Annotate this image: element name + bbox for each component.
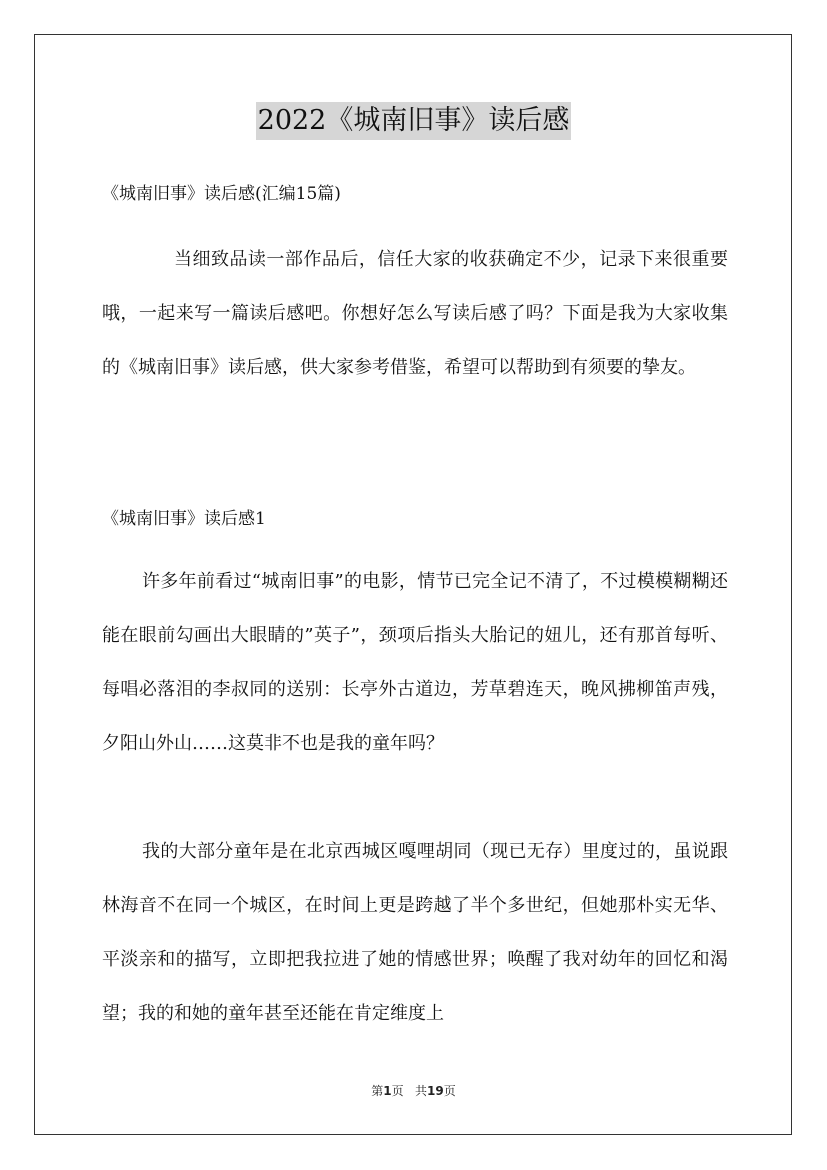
page-footer (0, 1082, 827, 1099)
section-heading: 《城南旧事》读后感1 (102, 509, 266, 529)
document-title: 2022《城南旧事》读后感 (256, 102, 572, 140)
footer-page-mid: 页 共 (391, 1084, 428, 1098)
intro-paragraph: 当细致品读一部作品后，信任大家的收获确定不少，记录下来很重要哦，一起来写一篇读后感吧。你想好怎么写读后感了吗？下面是我为大家收集的《城南旧事》读后感，供大家参考借鉴，希望可以帮助到有须要的挚友。 (102, 249, 728, 378)
document-subtitle: 《城南旧事》读后感(汇编15篇) (102, 184, 341, 204)
title-container (0, 102, 827, 140)
footer-total-pages: 19 (427, 1084, 444, 1098)
footer-page-prefix: 第 (371, 1084, 384, 1098)
footer-page-suffix: 页 (443, 1084, 456, 1098)
body-paragraph: 许多年前看过“城南旧事”的电影，情节已完全记不清了，不过模模糊糊还能在眼前勾画出大眼睛的”英子”，颈项后指头大胎记的妞儿，还有那首每听、每唱必落泪的李叔同的送别：长亭外古道边，芳草碧连天，晚风拂柳笛声残，夕阳山外山……这莫非不也是我的童年吗？ (102, 571, 728, 754)
body-paragraph: 我的大部分童年是在北京西城区嘎哩胡同（现已无存）里度过的，虽说跟林海音不在同一个城区，在时间上更是跨越了半个多世纪，但她那朴实无华、平淡亲和的描写，立即把我拉进了她的情感世界；唤醒了我对幼年的回忆和渴望；我的和她的童年甚至还能在肯定维度上 (102, 841, 728, 1024)
footer-current-page: 1 (383, 1084, 392, 1098)
